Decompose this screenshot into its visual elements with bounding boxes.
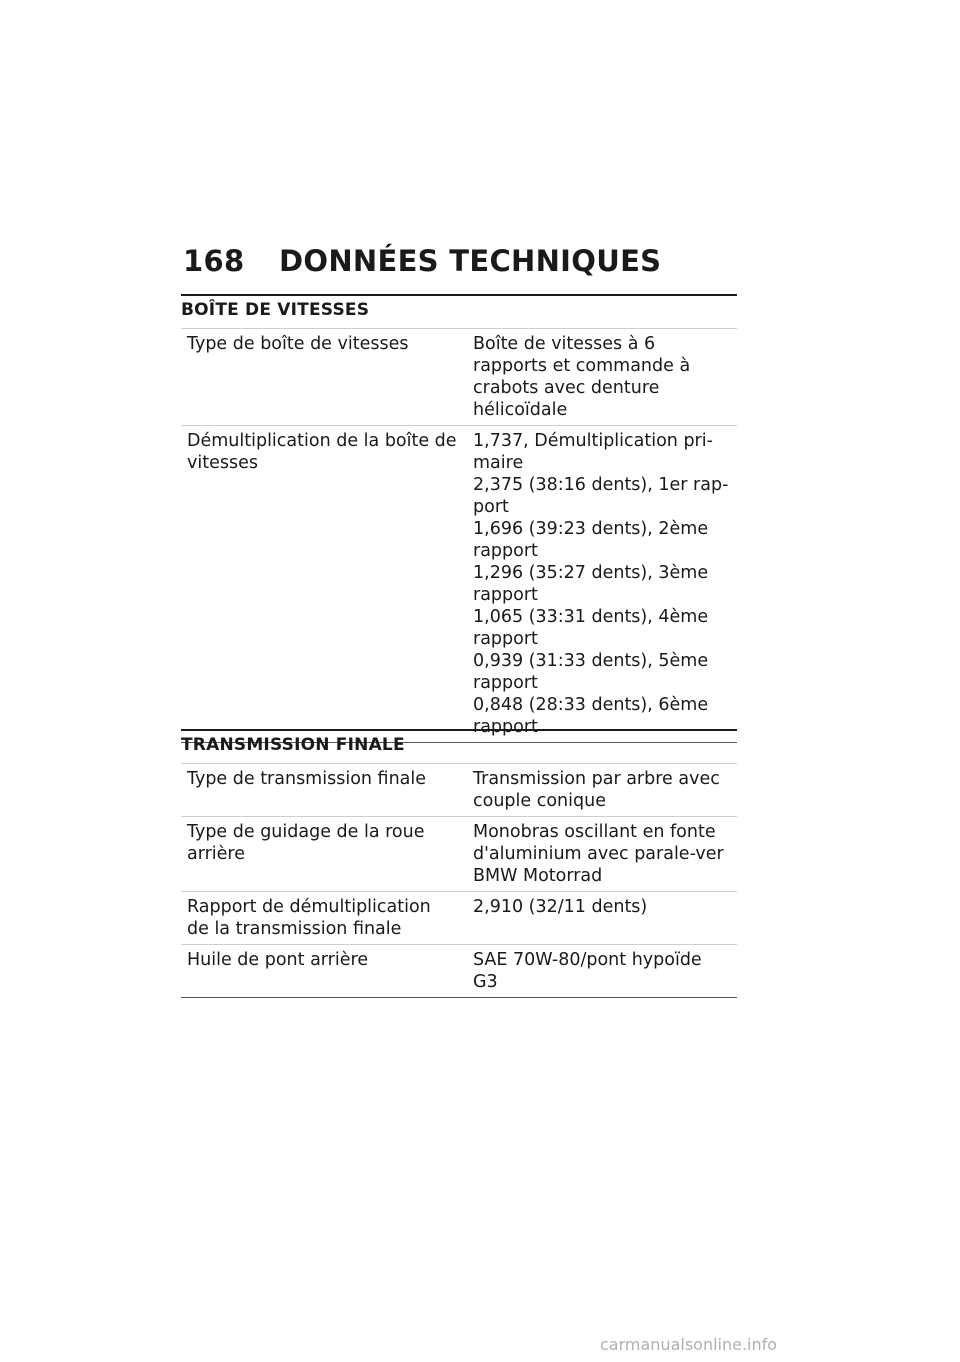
- spec-label: Rapport de démultiplication de la transmission finale: [187, 897, 431, 939]
- gear-ratio-3: 1,296 (35:27 dents), 3ème rapport: [473, 563, 709, 605]
- page-number: 168: [183, 244, 245, 278]
- gear-ratio-4: 1,065 (33:31 dents), 4ème rapport: [473, 607, 709, 649]
- spec-value: Boîte de vitesses à 6 rapports et commande à crabots avec denture hélicoïdale: [473, 334, 691, 420]
- gearbox-section-title: BOÎTE DE VITESSES: [181, 294, 737, 328]
- gear-ratio-6: 0,848 (28:33 dents), 6ème rapport: [473, 695, 709, 737]
- gear-ratios-list: [463, 426, 737, 743]
- table-row: [181, 764, 737, 817]
- gear-ratio-1: 2,375 (38:16 dents), 1er rap-port: [473, 475, 729, 517]
- gear-ratio-primary: 1,737, Démultiplication pri-maire: [473, 431, 713, 473]
- gear-ratio-5: 0,939 (31:33 dents), 5ème rapport: [473, 651, 709, 693]
- gearbox-section: [181, 294, 737, 743]
- spec-label: Type de transmission finale: [187, 769, 427, 789]
- spec-label: Démultiplication de la boîte de vitesses: [187, 431, 457, 473]
- table-row: [181, 892, 737, 945]
- spec-label: Huile de pont arrière: [187, 950, 369, 970]
- final-drive-section-title: TRANSMISSION FINALE: [181, 729, 737, 763]
- spec-value: Transmission par arbre avec couple conique: [473, 769, 720, 811]
- gearbox-spec-table: [181, 328, 737, 743]
- chapter-title: DONNÉES TECHNIQUES: [279, 244, 662, 278]
- final-drive-spec-table: [181, 763, 737, 998]
- final-drive-section: [181, 729, 737, 998]
- spec-label: Type de guidage de la roue arrière: [187, 822, 425, 864]
- spec-label: Type de boîte de vitesses: [187, 334, 409, 354]
- gear-ratio-2: 1,696 (39:23 dents), 2ème rapport: [473, 519, 709, 561]
- table-row: [181, 329, 737, 426]
- table-row: [181, 426, 737, 743]
- watermark: carmanualsonline.info: [600, 1335, 778, 1354]
- spec-value: Monobras oscillant en fonte d'aluminium avec parale-ver BMW Motorrad: [473, 822, 724, 886]
- spec-value: 2,910 (32/11 dents): [473, 897, 648, 917]
- table-row: [181, 945, 737, 998]
- table-row: [181, 817, 737, 892]
- page-header: [183, 244, 661, 278]
- spec-value: SAE 70W-80/pont hypoïde G3: [473, 950, 702, 992]
